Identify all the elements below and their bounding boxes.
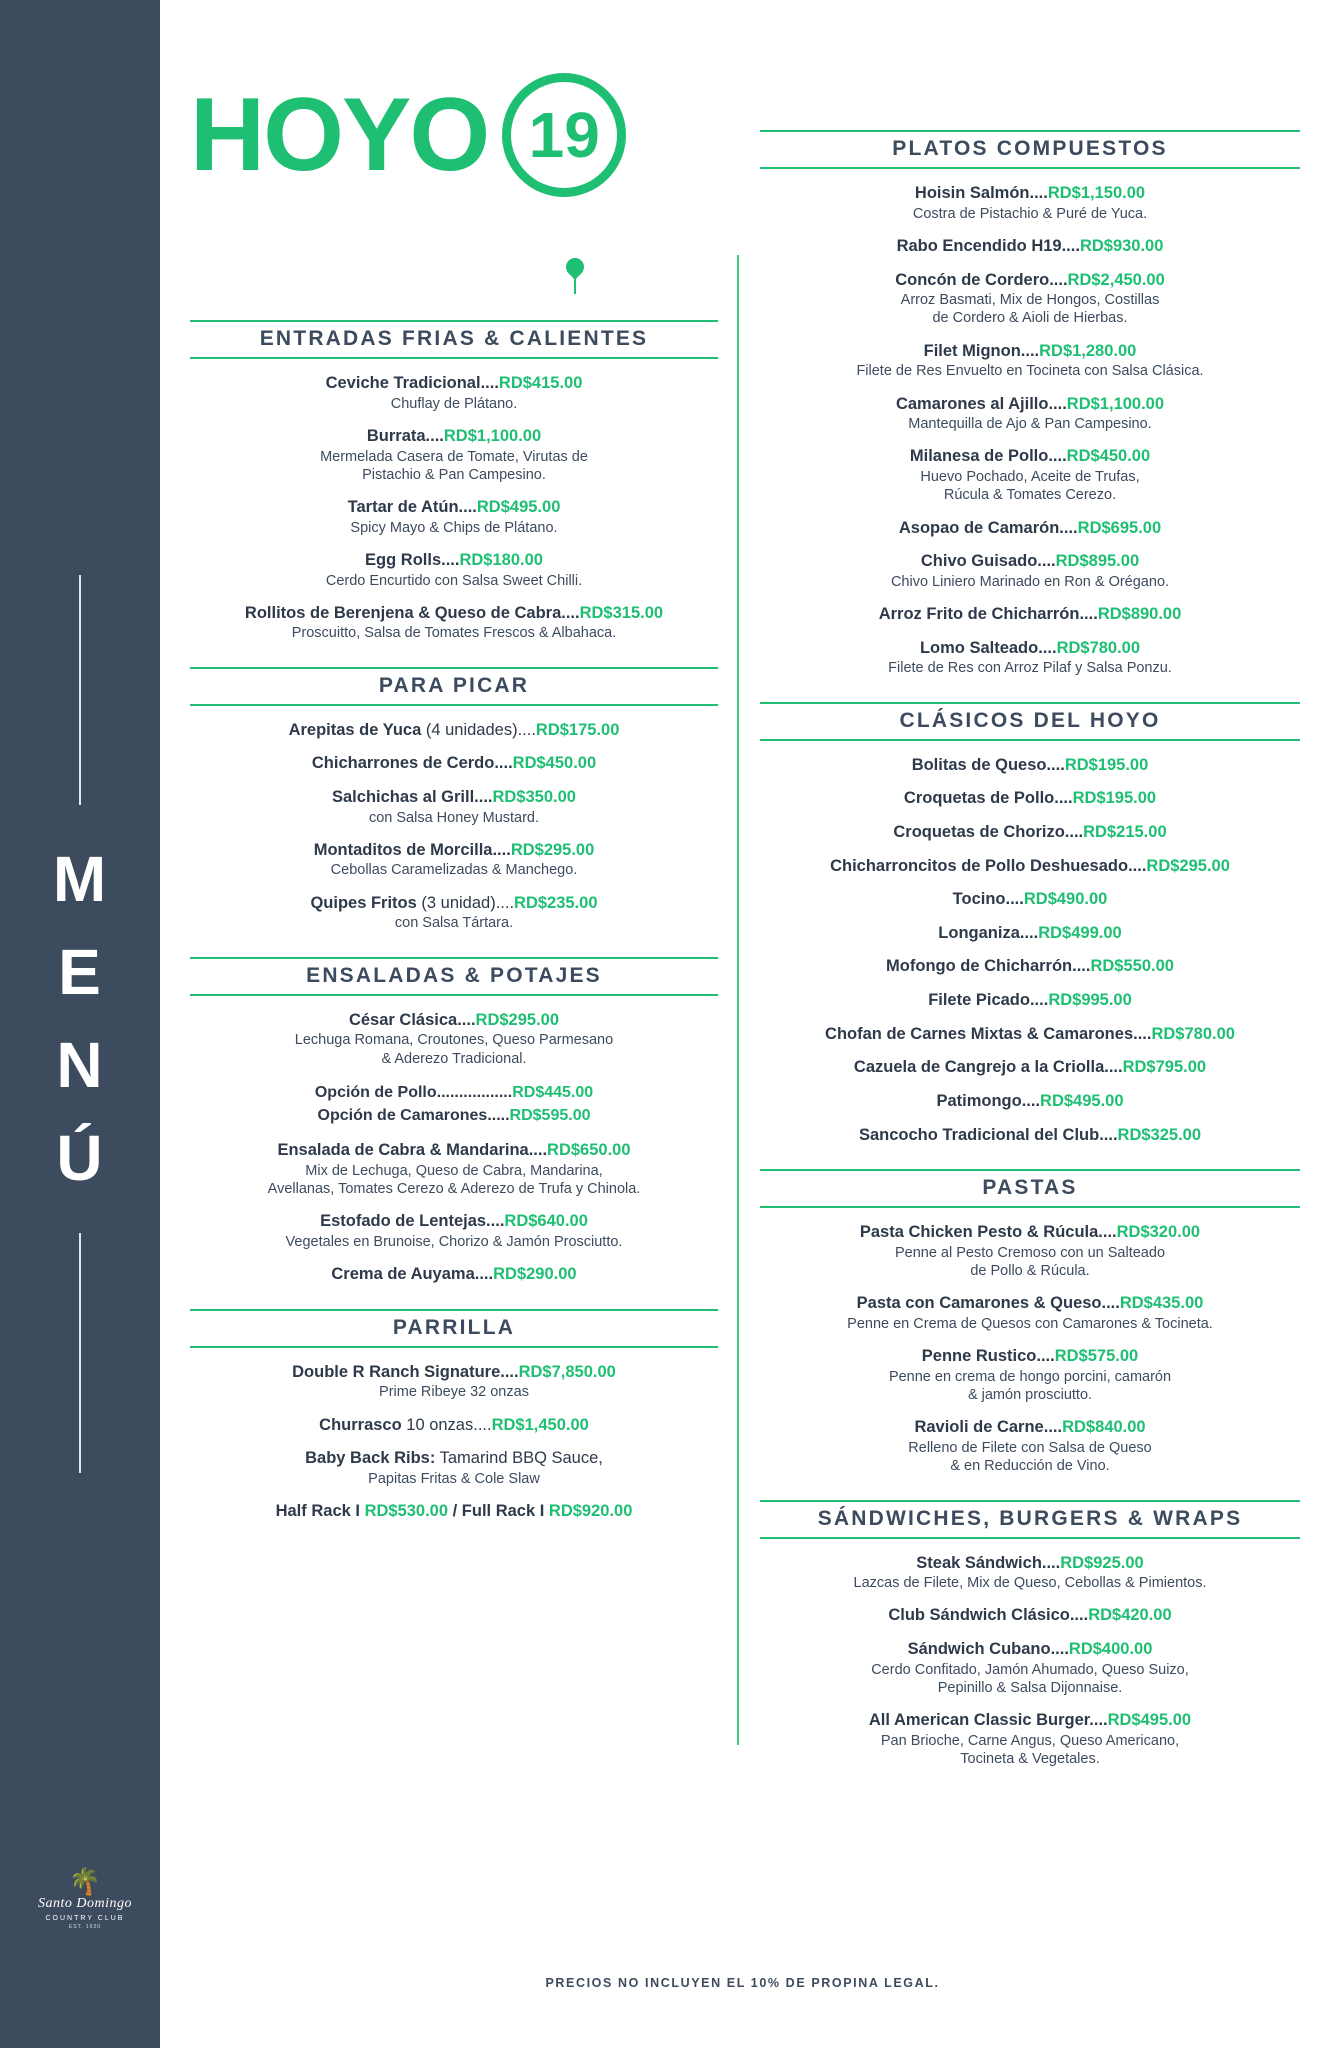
section-title: ENTRADAS FRIAS & CALIENTES xyxy=(259,327,649,350)
menu-item-name: Salchichas al Grill.... xyxy=(332,787,493,806)
menu-rule-top xyxy=(79,575,81,805)
menu-item-price: RD$195.00 xyxy=(1072,789,1157,808)
menu-option-row xyxy=(190,1104,718,1127)
menu-item-name-line xyxy=(190,550,718,571)
option-label: Opción de Pollo................. xyxy=(314,1083,513,1101)
menu-item-qualifier: 10 onzas.... xyxy=(401,1415,492,1434)
menu-item-name-line xyxy=(760,1605,1300,1626)
menu-item-name-line xyxy=(190,1264,718,1285)
menu-item-name-line xyxy=(760,822,1300,843)
menu-item-description: Cerdo Encurtido con Salsa Sweet Chilli. xyxy=(325,572,583,589)
menu-item xyxy=(760,183,1300,223)
menu-item-price: RD$995.00 xyxy=(1048,991,1132,1010)
option-price: RD$595.00 xyxy=(509,1106,591,1124)
menu-item xyxy=(760,270,1300,328)
menu-item xyxy=(760,1091,1300,1112)
menu-item-price-secondary: RD$920.00 xyxy=(548,1502,633,1521)
menu-item xyxy=(190,373,718,413)
menu-item-name-line xyxy=(190,1448,718,1469)
club-subtitle: COUNTRY CLUB xyxy=(45,1915,125,1922)
section-title: ENSALADAS & POTAJES xyxy=(306,963,602,987)
menu-item-name-line xyxy=(760,1125,1300,1146)
menu-item-price: RD$435.00 xyxy=(1119,1294,1204,1313)
menu-item-name: Croquetas de Chorizo.... xyxy=(893,822,1084,841)
menu-item-price: RD$550.00 xyxy=(1090,957,1174,976)
menu-item-description: Penne en Crema de Quesos con Camarones & Tocineta. xyxy=(847,1315,1213,1332)
menu-item-description: Cebollas Caramelizadas & Manchego. xyxy=(330,862,578,879)
section-header xyxy=(190,667,718,706)
menu-item-price: RD$290.00 xyxy=(493,1265,577,1284)
menu-item-price: RD$450.00 xyxy=(1066,447,1151,466)
menu-item-name-line xyxy=(760,270,1300,291)
menu-item-name-line xyxy=(760,183,1300,204)
menu-item-description: Mix de Lechuga, Queso de Cabra, Mandarina, Avellanas, Tomates Cerezo & Aderezo de Trufa y Chinola. xyxy=(267,1162,641,1198)
left-menu-column xyxy=(190,320,718,1546)
menu-item-description: Filete de Res con Arroz Pilaf y Salsa Ponzu. xyxy=(888,660,1172,677)
menu-section xyxy=(760,130,1300,678)
menu-item-name-line xyxy=(190,1211,718,1232)
menu-item-price: RD$295.00 xyxy=(1146,856,1230,875)
menu-letter: Ú xyxy=(56,1121,104,1194)
menu-item-name-line xyxy=(760,856,1300,877)
menu-item-qualifier: (4 unidades).... xyxy=(421,720,536,739)
menu-section xyxy=(760,702,1300,1146)
menu-item-name-line xyxy=(190,373,718,394)
menu-item xyxy=(760,604,1300,625)
menu-item-description: Spicy Mayo & Chips de Plátano. xyxy=(350,519,558,536)
menu-item-name: Pasta con Camarones & Queso.... xyxy=(856,1294,1120,1313)
menu-item-price: RD$415.00 xyxy=(498,374,583,392)
section-title: PASTAS xyxy=(982,1176,1078,1200)
menu-item-name: Estofado de Lentejas.... xyxy=(320,1212,505,1231)
menu-item-price: RD$295.00 xyxy=(475,1010,560,1029)
menu-item-name-line xyxy=(760,1346,1300,1367)
menu-item-name-line xyxy=(190,1362,718,1383)
menu-item-price: RD$780.00 xyxy=(1151,1024,1235,1043)
menu-section xyxy=(190,957,718,1285)
menu-item xyxy=(760,1710,1300,1768)
menu-item-price: RD$350.00 xyxy=(492,787,576,806)
menu-section xyxy=(760,1169,1300,1475)
menu-item-name-line xyxy=(760,990,1300,1011)
menu-item xyxy=(760,518,1300,539)
menu-item-name-line xyxy=(760,788,1300,809)
menu-item-name-line xyxy=(190,1415,718,1436)
menu-item-description: con Salsa Tártara. xyxy=(394,915,514,932)
menu-item-price: RD$780.00 xyxy=(1056,638,1141,657)
club-name: Santo Domingo xyxy=(38,1896,132,1911)
menu-item xyxy=(760,822,1300,843)
section-header xyxy=(760,1500,1300,1539)
menu-item xyxy=(190,497,718,537)
section-title: PLATOS COMPUESTOS xyxy=(892,137,1168,160)
menu-item-name: Egg Rolls.... xyxy=(365,550,460,569)
menu-item-name-line xyxy=(760,755,1300,776)
menu-item-name-line xyxy=(760,889,1300,910)
menu-item xyxy=(760,1639,1300,1697)
menu-item-name-line xyxy=(760,1222,1300,1243)
section-title: CLÁSICOS DEL HOYO xyxy=(899,708,1161,732)
menu-item-name: Hoisin Salmón.... xyxy=(914,184,1048,202)
menu-item-name-line xyxy=(760,1293,1300,1314)
menu-item-name-line xyxy=(760,518,1300,539)
menu-item-name-line xyxy=(760,1710,1300,1731)
menu-item-description: Vegetales en Brunoise, Chorizo & Jamón Prosciutto. xyxy=(285,1233,623,1250)
menu-item-name: Quipes Fritos xyxy=(310,893,417,912)
menu-item-name: Filete Picado.... xyxy=(928,991,1049,1010)
menu-item-name: Half Rack I xyxy=(275,1502,365,1521)
menu-item-name: Milanesa de Pollo.... xyxy=(909,447,1067,466)
menu-item xyxy=(760,889,1300,910)
menu-item-name: Steak Sándwich.... xyxy=(916,1553,1061,1572)
menu-item-name: Sancocho Tradicional del Club.... xyxy=(858,1125,1118,1144)
menu-letter: N xyxy=(56,1029,104,1101)
menu-item-price: RD$7,850.00 xyxy=(518,1362,616,1381)
menu-item xyxy=(190,1264,718,1285)
menu-item-description: Lechuga Romana, Croutones, Queso Parmesano & Aderezo Tradicional. xyxy=(294,1032,614,1067)
option-label: Opción de Camarones..... xyxy=(317,1106,510,1124)
section-title: SÁNDWICHES, BURGERS & WRAPS xyxy=(817,1506,1243,1530)
menu-item-name: Chicharrones de Cerdo.... xyxy=(311,754,513,773)
menu-item-description: Mermelada Casera de Tomate, Virutas de Pistachio & Pan Campesino. xyxy=(320,448,588,483)
menu-item-name-line xyxy=(760,923,1300,944)
menu-item-price: RD$180.00 xyxy=(459,550,543,569)
menu-item xyxy=(190,1010,718,1068)
menu-item-name: Club Sándwich Clásico.... xyxy=(888,1606,1089,1625)
menu-item-name-line xyxy=(760,604,1300,625)
menu-item-price: RD$890.00 xyxy=(1097,605,1182,624)
menu-item xyxy=(760,1024,1300,1045)
menu-item xyxy=(760,1293,1300,1333)
palm-tree-icon: 🌴 xyxy=(68,1866,102,1896)
menu-option-row xyxy=(190,1081,718,1104)
menu-item-name-line xyxy=(760,394,1300,415)
menu-item-name: Mofongo de Chicharrón.... xyxy=(886,957,1091,976)
menu-item xyxy=(190,893,718,933)
menu-item-price: RD$215.00 xyxy=(1083,822,1167,841)
menu-item-qualifier: Tamarind BBQ Sauce, xyxy=(435,1449,603,1468)
menu-item-description: Pan Brioche, Carne Angus, Queso Americano, Tocineta & Vegetales. xyxy=(880,1732,1180,1768)
menu-item xyxy=(760,236,1300,257)
menu-item-name: Baby Back Ribs: xyxy=(305,1449,436,1468)
menu-item xyxy=(760,1222,1300,1280)
menu-item-name-line xyxy=(760,1091,1300,1112)
menu-item xyxy=(190,840,718,880)
menu-item-name: Rollitos de Berenjena & Queso de Cabra.... xyxy=(244,603,580,622)
menu-item xyxy=(190,1140,718,1198)
menu-item-name: Asopao de Camarón.... xyxy=(898,518,1078,537)
menu-item-price: RD$490.00 xyxy=(1023,890,1108,909)
menu-item xyxy=(760,1057,1300,1078)
menu-item-price: RD$420.00 xyxy=(1088,1606,1172,1625)
menu-item-description: Lazcas de Filete, Mix de Queso, Cebollas & Pimientos. xyxy=(853,1575,1207,1592)
menu-item-price: RD$1,280.00 xyxy=(1039,341,1137,360)
menu-item-qualifier: (3 unidad).... xyxy=(416,893,515,912)
menu-item-price: RD$1,150.00 xyxy=(1047,184,1146,202)
menu-item xyxy=(190,603,718,643)
menu-item-name: Ravioli de Carne.... xyxy=(914,1418,1063,1437)
menu-item xyxy=(760,341,1300,381)
menu-item-price: RD$795.00 xyxy=(1122,1058,1207,1077)
menu-item-price: RD$295.00 xyxy=(510,840,595,859)
menu-item-name-line xyxy=(760,1553,1300,1574)
menu-item-price: RD$495.00 xyxy=(1107,1711,1192,1730)
menu-item xyxy=(760,990,1300,1011)
menu-item-price: RD$575.00 xyxy=(1054,1347,1139,1366)
menu-item-price: RD$450.00 xyxy=(512,754,597,773)
menu-item xyxy=(760,956,1300,977)
menu-item-name-line xyxy=(190,497,718,518)
menu-item-price: RD$495.00 xyxy=(1040,1091,1124,1110)
menu-item xyxy=(760,1417,1300,1475)
section-header xyxy=(190,957,718,996)
menu-section xyxy=(190,320,718,643)
menu-item-price: RD$930.00 xyxy=(1079,236,1164,255)
menu-item xyxy=(760,755,1300,776)
menu-item-options xyxy=(190,1081,718,1127)
menu-item xyxy=(760,394,1300,434)
menu-item-description: Chivo Liniero Marinado en Ron & Orégano. xyxy=(890,573,1170,590)
menu-item-name: Concón de Cordero.... xyxy=(895,270,1068,289)
menu-item xyxy=(190,720,718,741)
menu-item-price: RD$925.00 xyxy=(1060,1553,1144,1572)
menu-item xyxy=(760,551,1300,591)
section-title: PARA PICAR xyxy=(378,673,530,697)
menu-item-name-line xyxy=(760,236,1300,257)
menu-item-name: Burrata.... xyxy=(366,426,444,445)
menu-item-description: Prime Ribeye 32 onzas xyxy=(379,1384,529,1401)
menu-item-name: Ensalada de Cabra & Mandarina.... xyxy=(277,1141,548,1160)
menu-item-price: RD$1,100.00 xyxy=(1066,394,1165,413)
menu-item-description: Papitas Fritas & Cole Slaw xyxy=(368,1470,540,1487)
menu-item-name-line xyxy=(760,551,1300,572)
menu-item-name: Chivo Guisado.... xyxy=(920,552,1056,571)
menu-item-name-line xyxy=(760,1639,1300,1660)
menu-item-description: Penne al Pesto Cremoso con un Salteado de Pollo & Rúcula. xyxy=(894,1244,1166,1280)
menu-item-name: Penne Rustico.... xyxy=(921,1347,1055,1366)
menu-item xyxy=(190,426,718,484)
menu-section xyxy=(190,667,718,933)
menu-item xyxy=(190,787,718,827)
menu-item-name: Ceviche Tradicional.... xyxy=(325,374,499,392)
menu-item-name: Tartar de Atún.... xyxy=(347,498,477,517)
menu-item-name-line xyxy=(760,446,1300,467)
menu-item-description: Proscuitto, Salsa de Tomates Frescos & Albahaca. xyxy=(291,625,617,642)
brand-badge: 19 xyxy=(502,73,626,197)
menu-item-name: Bolitas de Queso.... xyxy=(911,755,1065,774)
right-menu-column xyxy=(760,130,1300,1792)
menu-item-price: RD$2,450.00 xyxy=(1067,270,1165,289)
menu-item xyxy=(190,1362,718,1402)
menu-item-name: Rabo Encendido H19.... xyxy=(896,236,1080,255)
menu-item-name-line xyxy=(760,638,1300,659)
menu-item-price: RD$840.00 xyxy=(1062,1418,1146,1437)
menu-item-name: Montaditos de Morcilla.... xyxy=(313,840,511,859)
menu-item-name: Chicharroncitos de Pollo Deshuesado.... xyxy=(830,856,1147,875)
menu-item-name-line xyxy=(190,787,718,808)
menu-item-name: Chofan de Carnes Mixtas & Camarones.... xyxy=(825,1024,1152,1043)
menu-item-price: RD$530.00 xyxy=(364,1502,449,1521)
menu-item-name-line xyxy=(190,603,718,624)
menu-item-name: Cazuela de Cangrejo a la Criolla.... xyxy=(853,1058,1123,1077)
menu-item-name: All American Classic Burger.... xyxy=(868,1711,1108,1730)
brand-word: HOYO xyxy=(190,77,489,193)
menu-item-name: Longaniza.... xyxy=(938,923,1039,942)
menu-item-name: Crema de Auyama.... xyxy=(331,1265,494,1284)
menu-item-price: RD$695.00 xyxy=(1077,518,1162,537)
menu-item-price: RD$315.00 xyxy=(579,603,664,622)
menu-page xyxy=(160,0,1325,2048)
menu-item-name: Filet Mignon.... xyxy=(923,341,1040,360)
menu-item-name-line xyxy=(760,956,1300,977)
country-club-logo xyxy=(30,1868,140,1930)
menu-item-price: RD$640.00 xyxy=(504,1212,588,1231)
menu-item-name-line xyxy=(190,1010,718,1031)
section-header xyxy=(760,702,1300,741)
menu-item-name: Tocino.... xyxy=(952,890,1024,909)
menu-item xyxy=(760,638,1300,678)
menu-item-description: Cerdo Confitado, Jamón Ahumado, Queso Suizo, Pepinillo & Salsa Dijonnaise. xyxy=(871,1661,1189,1696)
menu-item-description: Huevo Pochado, Aceite de Trufas, Rúcula & Tomates Cerezo. xyxy=(920,469,1140,504)
menu-item-description: Arroz Basmati, Mix de Hongos, Costillas de Cordero & Aioli de Hierbas. xyxy=(900,292,1160,327)
menu-item xyxy=(760,923,1300,944)
column-divider xyxy=(737,255,739,1745)
menu-item xyxy=(760,1553,1300,1593)
menu-letter: M xyxy=(52,843,108,916)
menu-item xyxy=(760,856,1300,877)
vertical-menu-word xyxy=(0,0,160,2048)
club-established: EST. 1920 xyxy=(68,1924,102,1930)
menu-item-name-line xyxy=(760,1024,1300,1045)
menu-item-price: RD$895.00 xyxy=(1055,552,1140,571)
golf-pin-icon xyxy=(564,258,586,296)
menu-item xyxy=(760,446,1300,504)
menu-item xyxy=(190,1448,718,1488)
menu-letters xyxy=(53,833,107,1204)
menu-item-price: RD$1,100.00 xyxy=(443,426,542,445)
menu-item-name: Camarones al Ajillo.... xyxy=(895,394,1067,413)
menu-item-price: RD$320.00 xyxy=(1116,1223,1201,1242)
brand-header xyxy=(190,75,780,195)
menu-item-name: Churrasco xyxy=(319,1415,402,1434)
menu-item-name: Patimongo.... xyxy=(936,1091,1041,1110)
menu-item-description: con Salsa Honey Mustard. xyxy=(368,809,540,826)
option-price: RD$445.00 xyxy=(512,1083,594,1101)
menu-item-name: Sándwich Cubano.... xyxy=(907,1640,1069,1659)
menu-item xyxy=(190,753,718,774)
section-header xyxy=(760,1169,1300,1208)
menu-item xyxy=(760,1125,1300,1146)
menu-item-name-secondary: / Full Rack I xyxy=(448,1502,549,1521)
section-header xyxy=(760,130,1300,169)
menu-item-name: Double R Ranch Signature.... xyxy=(292,1362,519,1381)
menu-item-name: César Clásica.... xyxy=(348,1010,476,1029)
menu-item-name-line xyxy=(760,341,1300,362)
menu-item-description: Relleno de Filete con Salsa de Queso & en Reducción de Vino. xyxy=(908,1439,1152,1475)
menu-item-name-line xyxy=(190,840,718,861)
menu-item-name: Lomo Salteado.... xyxy=(919,638,1057,657)
menu-item-name-line xyxy=(760,1057,1300,1078)
menu-item-price: RD$235.00 xyxy=(514,893,598,912)
menu-item-name-line xyxy=(190,720,718,741)
menu-item-name-line xyxy=(190,1501,718,1522)
menu-item-name-line xyxy=(190,1140,718,1161)
menu-item-price: RD$195.00 xyxy=(1064,755,1149,774)
menu-section xyxy=(760,1500,1300,1769)
menu-item-price: RD$650.00 xyxy=(547,1141,631,1160)
menu-item-name-line xyxy=(190,893,718,914)
menu-item xyxy=(190,550,718,590)
menu-item-price: RD$495.00 xyxy=(476,498,561,517)
menu-item-price: RD$499.00 xyxy=(1038,923,1122,942)
menu-item-price: RD$400.00 xyxy=(1068,1640,1153,1659)
menu-item-description: Costra de Pistachio & Puré de Yuca. xyxy=(912,205,1148,222)
menu-item-name: Pasta Chicken Pesto & Rúcula.... xyxy=(859,1223,1117,1242)
menu-item-description: Chuflay de Plátano. xyxy=(390,395,518,412)
footer-note: PRECIOS NO INCLUYEN EL 10% DE PROPINA LEGAL. xyxy=(545,1976,940,1990)
menu-item-name-line xyxy=(190,426,718,447)
menu-item xyxy=(760,1605,1300,1626)
menu-item xyxy=(190,1501,718,1522)
menu-item-name: Croquetas de Pollo.... xyxy=(903,789,1073,808)
section-header xyxy=(190,1309,718,1348)
menu-item-description: Penne en crema de hongo porcini, camarón & jamón prosciutto. xyxy=(888,1368,1172,1404)
menu-item-name: Arepitas de Yuca xyxy=(288,720,422,739)
section-title: PARRILLA xyxy=(392,1315,516,1339)
menu-item-name-line xyxy=(190,753,718,774)
menu-letter: E xyxy=(58,936,102,1009)
menu-rule-bottom xyxy=(79,1233,81,1473)
menu-item-price: RD$325.00 xyxy=(1117,1125,1202,1144)
section-header xyxy=(190,320,718,359)
menu-item-description: Filete de Res Envuelto en Tocineta con Salsa Clásica. xyxy=(856,363,1204,380)
menu-section xyxy=(190,1309,718,1522)
menu-item-name-line xyxy=(760,1417,1300,1438)
menu-item-name: Arroz Frito de Chicharrón.... xyxy=(878,605,1098,624)
menu-item-price: RD$175.00 xyxy=(535,720,620,739)
menu-item xyxy=(760,1346,1300,1404)
menu-item xyxy=(190,1415,718,1436)
menu-item-description: Mantequilla de Ajo & Pan Campesino. xyxy=(908,416,1152,433)
menu-item xyxy=(760,788,1300,809)
menu-item-price: RD$1,450.00 xyxy=(491,1415,589,1434)
menu-item xyxy=(190,1211,718,1251)
